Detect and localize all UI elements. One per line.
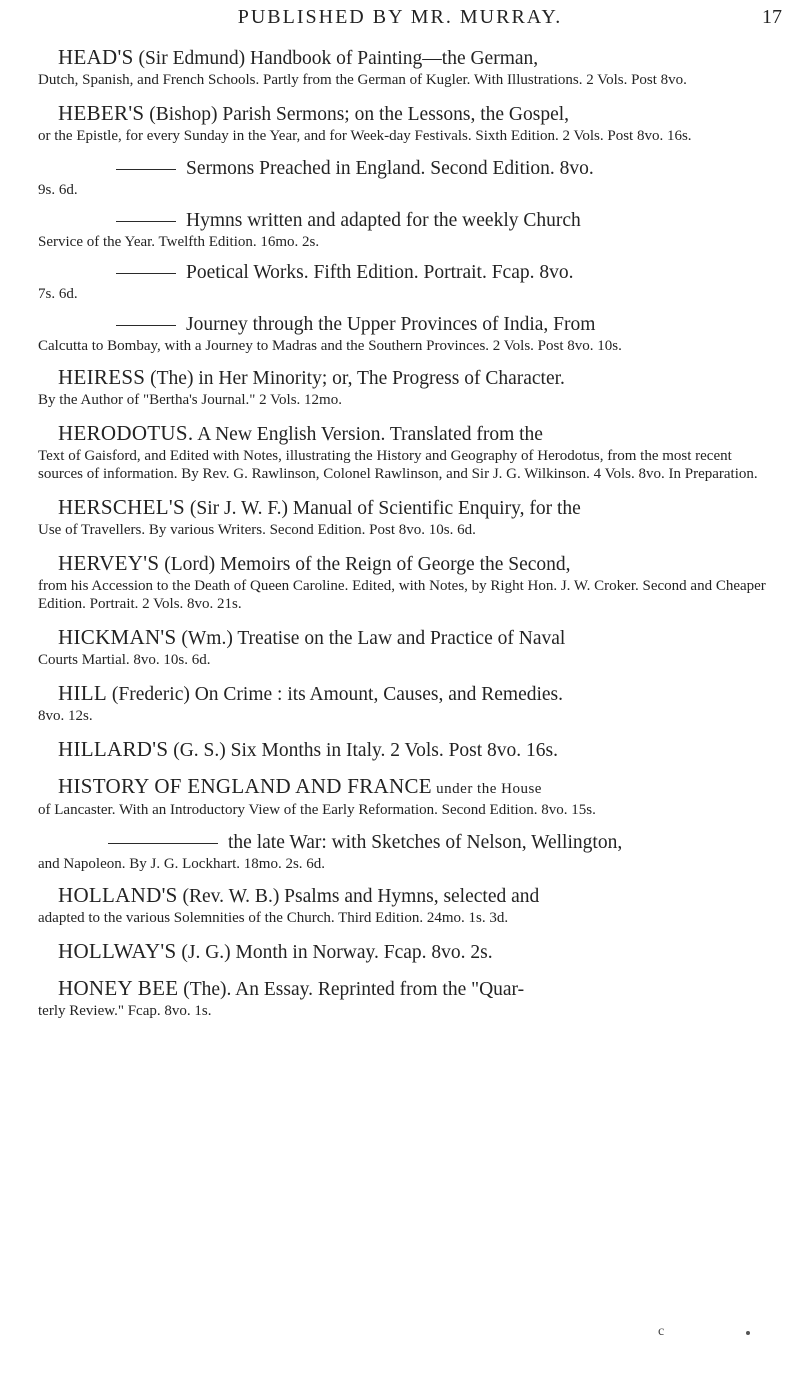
entry-details: Calcutta to Bombay, with a Journey to Madras and the Southern Provinces. 2 Vols. Post 8vo. 10s. bbox=[38, 338, 622, 354]
entry-main-text: the late War: with Sketches of Nelson, Wellington, bbox=[228, 832, 623, 853]
entry-details: Courts Martial. 8vo. 10s. 6d. bbox=[38, 652, 211, 668]
entry-main-text: (Sir J. W. F.) Manual of Scientific Enquiry, for the bbox=[184, 498, 581, 519]
entry-main-text: (The) in Her Minority; or, The Progress of Character. bbox=[145, 368, 565, 389]
entry-heiress bbox=[38, 366, 776, 409]
entry-main-text: under the House bbox=[431, 781, 542, 797]
entry-details: of Lancaster. With an Introductory View of the Early Reformation. Second Edition. 8vo. 15s. bbox=[38, 802, 596, 818]
entry-history-england-france bbox=[38, 775, 776, 819]
entry-details: 8vo. 12s. bbox=[38, 708, 93, 724]
entry-hillard bbox=[38, 738, 776, 762]
entry-hervey bbox=[38, 552, 776, 613]
entry-herschel bbox=[38, 496, 776, 539]
ditto-rule bbox=[116, 169, 176, 170]
entry-main-text: Sermons Preached in England. Second Edition. 8vo. bbox=[186, 158, 594, 179]
ditto-rule bbox=[116, 325, 176, 326]
page-number: 17 bbox=[762, 6, 782, 28]
entry-main-text: Journey through the Upper Provinces of India, From bbox=[186, 314, 596, 335]
entry-heading: HILLARD'S bbox=[58, 737, 169, 761]
entry-main-text: (Frederic) On Crime : its Amount, Causes, and Remedies. bbox=[107, 684, 564, 705]
entry-main-text: (Bishop) Parish Sermons; on the Lessons, the Gospel, bbox=[144, 104, 570, 125]
print-dot bbox=[746, 1331, 750, 1335]
entry-holland bbox=[38, 884, 776, 927]
entry-heading: HILL bbox=[58, 681, 108, 705]
entry-history-late-war bbox=[38, 832, 776, 873]
entry-heading: HERVEY'S bbox=[58, 551, 160, 575]
entry-heading: HEAD'S bbox=[58, 45, 134, 69]
entry-details: 7s. 6d. bbox=[38, 286, 78, 302]
entry-details: By the Author of "Bertha's Journal." 2 Vols. 12mo. bbox=[38, 392, 342, 408]
entry-hickman bbox=[38, 626, 776, 669]
entry-heber-england bbox=[38, 158, 776, 199]
ditto-rule bbox=[116, 273, 176, 274]
catalogue-entries bbox=[38, 46, 776, 1033]
entry-heading: HERSCHEL'S bbox=[58, 495, 185, 519]
entry-main-text: Poetical Works. Fifth Edition. Portrait. Fcap. 8vo. bbox=[186, 262, 574, 283]
entry-main-text: (Lord) Memoirs of the Reign of George the Second, bbox=[159, 554, 571, 575]
running-head bbox=[0, 4, 800, 34]
entry-heber-sermons bbox=[38, 102, 776, 145]
entry-heading: HOLLWAY'S bbox=[58, 939, 177, 963]
entry-details: Text of Gaisford, and Edited with Notes, illustrating the History and Geography of Herodotus, from the most recent sources of information. By Rev. G. Rawlinson, Colonel Rawlinson, and Sir J. G. Wilkinson. 4 Vols. 8vo. In Preparation. bbox=[38, 448, 758, 482]
entry-heading: HISTORY OF ENGLAND AND FRANCE bbox=[58, 774, 432, 798]
entry-hill bbox=[38, 682, 776, 725]
entry-details: and Napoleon. By J. G. Lockhart. 18mo. 2s. 6d. bbox=[38, 856, 326, 872]
entry-details: 9s. 6d. bbox=[38, 182, 78, 198]
entry-heber-hymns bbox=[38, 210, 776, 251]
entry-main-text: (G. S.) Six Months in Italy. 2 Vols. Post 8vo. 16s. bbox=[168, 740, 559, 761]
entry-heading: HEIRESS bbox=[58, 365, 146, 389]
entry-details: adapted to the various Solemnities of the Church. Third Edition. 24mo. 1s. 3d. bbox=[38, 910, 509, 926]
entry-details: or the Epistle, for every Sunday in the Year, and for Week-day Festivals. Sixth Edition. 2 Vols. Post 8vo. 16s. bbox=[38, 128, 692, 144]
entry-heber-journey bbox=[38, 314, 776, 355]
entry-main-text: (J. G.) Month in Norway. Fcap. 8vo. 2s. bbox=[176, 942, 493, 963]
running-title: PUBLISHED BY MR. MURRAY. bbox=[237, 6, 563, 28]
signature-mark: c bbox=[658, 1324, 665, 1339]
entry-details: terly Review." Fcap. 8vo. 1s. bbox=[38, 1003, 212, 1019]
entry-heading: HICKMAN'S bbox=[58, 625, 177, 649]
entry-main-text: (Wm.) Treatise on the Law and Practice of Naval bbox=[176, 628, 566, 649]
entry-details: from his Accession to the Death of Queen Caroline. Edited, with Notes, by Right Hon. J. W. Croker. Second and Cheaper Edition. Portrait. 2 Vols. 8vo. 21s. bbox=[38, 578, 766, 612]
entry-main-text: Hymns written and adapted for the weekly Church bbox=[186, 210, 581, 231]
entry-heading: HONEY BEE bbox=[58, 976, 179, 1000]
entry-herodotus bbox=[38, 422, 776, 483]
ditto-rule bbox=[108, 843, 218, 844]
entry-heading: HEBER'S bbox=[58, 101, 145, 125]
entry-honey-bee bbox=[38, 977, 776, 1020]
entry-hollway bbox=[38, 940, 776, 964]
entry-details: Dutch, Spanish, and French Schools. Partly from the German of Kugler. With Illustrations. 2 Vols. Post 8vo. bbox=[38, 72, 687, 88]
entry-main-text: (The). An Essay. Reprinted from the "Quar- bbox=[178, 979, 525, 1000]
entry-main-text: (Rev. W. B.) Psalms and Hymns, selected and bbox=[177, 886, 540, 907]
entry-details: Service of the Year. Twelfth Edition. 16mo. 2s. bbox=[38, 234, 320, 250]
entry-heading: HERODOTUS. bbox=[58, 421, 194, 445]
entry-main-text: A New English Version. Translated from the bbox=[193, 424, 543, 445]
ditto-rule bbox=[116, 221, 176, 222]
entry-heading: HOLLAND'S bbox=[58, 883, 178, 907]
entry-details: Use of Travellers. By various Writers. Second Edition. Post 8vo. 10s. 6d. bbox=[38, 522, 476, 538]
entry-head bbox=[38, 46, 776, 89]
entry-heber-poetical bbox=[38, 262, 776, 303]
entry-main-text: (Sir Edmund) Handbook of Painting—the German, bbox=[133, 48, 539, 69]
